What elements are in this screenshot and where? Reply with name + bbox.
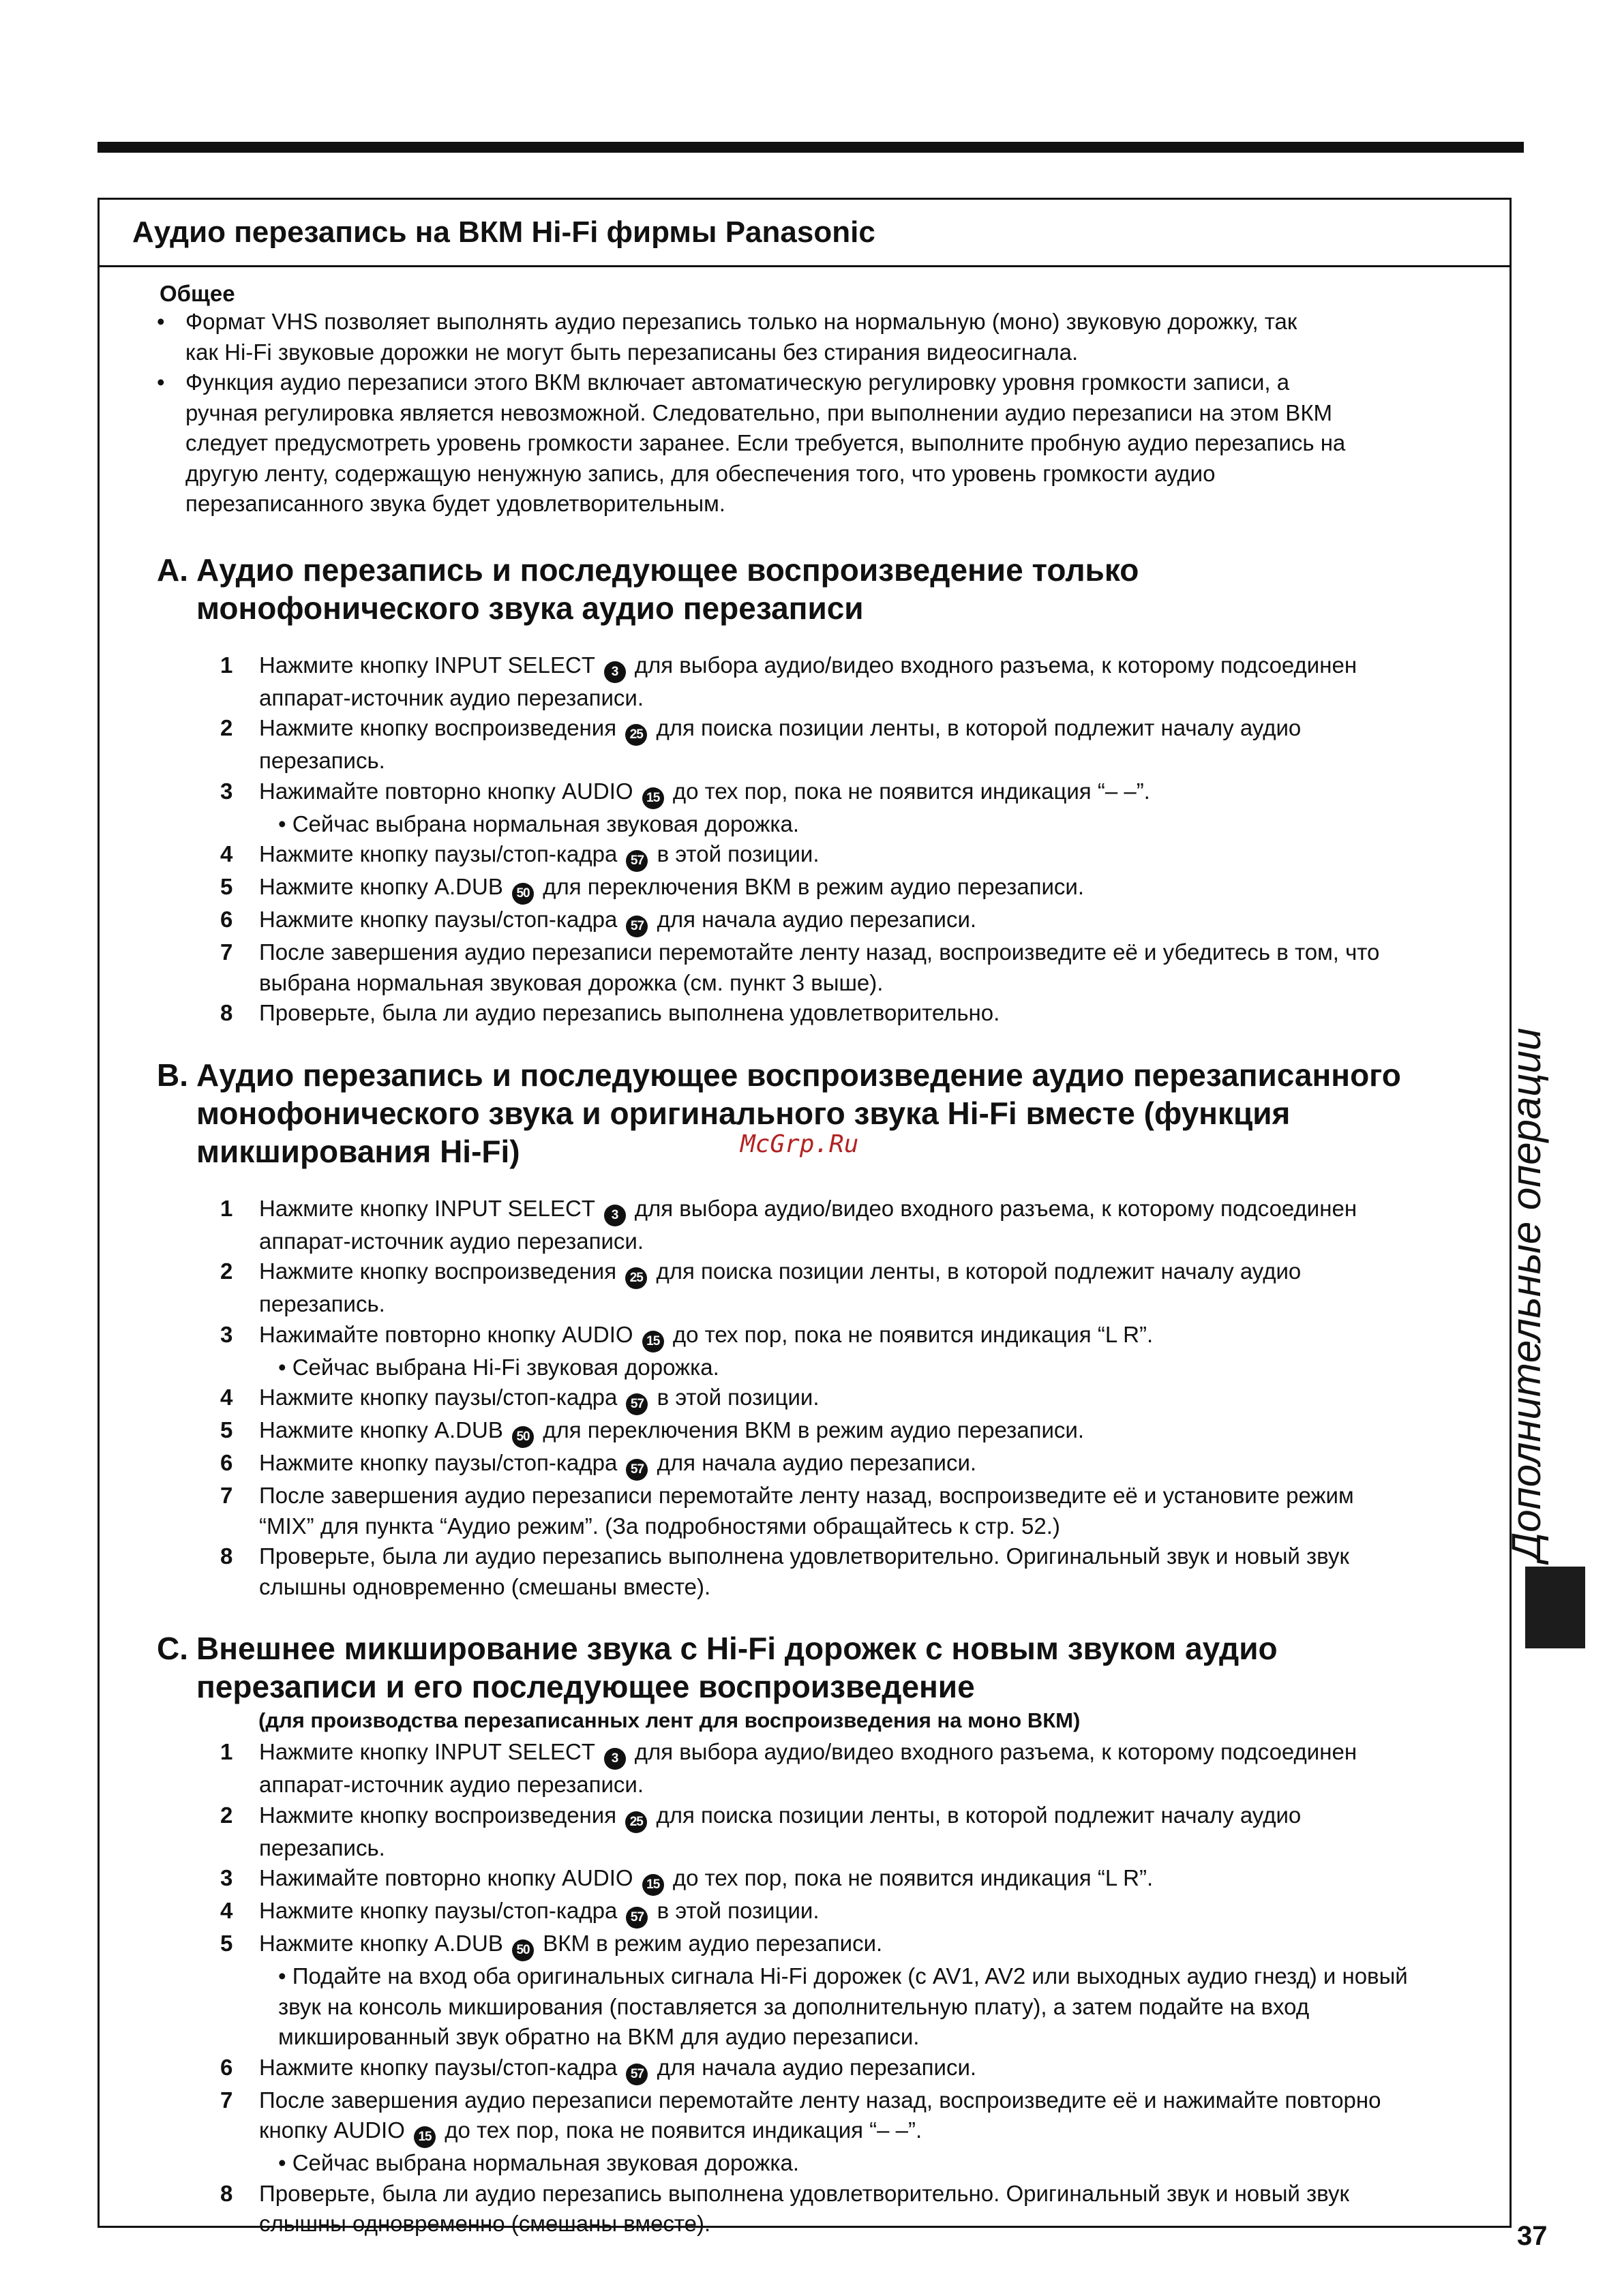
step-text: Нажмите кнопку A.DUB: [259, 1931, 503, 1956]
bullet-dot: •: [157, 369, 165, 395]
page-title: Аудио перезапись на ВКМ Hi-Fi фирмы Panasonic: [132, 215, 875, 249]
step-number: 8: [220, 1000, 233, 1025]
section-letter: B.: [157, 1057, 188, 1093]
step-number: 1: [220, 1739, 233, 1764]
section-a: [127, 551, 1482, 1029]
step-note: • Подайте на вход оба оригинальных сигнала Hi-Fi дорожек (с AV1, AV2 или выходных аудио гнезд) и новый: [278, 1963, 1408, 1989]
bullet-line: ручная регулировка является невозможной. Следовательно, при выполнении аудио перезаписи на этом ВКМ: [185, 399, 1333, 425]
step-number: 3: [220, 778, 233, 804]
step-continuation: аппарат-источник аудио перезаписи.: [259, 684, 644, 710]
button-ref-icon: 25: [625, 1267, 647, 1289]
step-number: 2: [220, 1258, 233, 1284]
step-number: 8: [220, 1543, 233, 1569]
step-note: • Сейчас выбрана Hi-Fi звуковая дорожка.: [278, 1354, 719, 1380]
step-number: 5: [220, 1417, 233, 1442]
step-text: Нажмите кнопку паузы/стоп-кадра: [259, 841, 618, 866]
step-text: в этой позиции.: [657, 1385, 820, 1410]
bullet-item: [127, 367, 1482, 519]
step-text: Нажмите кнопку INPUT SELECT: [259, 1739, 595, 1764]
step-text: для начала аудио перезаписи.: [657, 1450, 977, 1475]
button-ref-icon: 57: [626, 1459, 648, 1481]
step-text: Нажмите кнопку паузы/стоп-кадра: [259, 1898, 618, 1923]
step-text: Нажмите кнопку A.DUB: [259, 874, 503, 899]
step-continuation: слышны одновременно (смешаны вместе).: [259, 2211, 711, 2236]
step-text: Нажимайте повторно кнопку AUDIO: [259, 1865, 633, 1890]
step-item: [127, 905, 1482, 937]
sections: [127, 551, 1482, 2239]
section-letter: A.: [157, 552, 188, 588]
step-note: звук на консоль микширования (поставляется за дополнительную плату), а затем подайте на вход: [278, 1993, 1310, 2019]
content: [100, 281, 1510, 2239]
step-number: 6: [220, 2054, 233, 2080]
step-continuation: аппарат-источник аудио перезаписи.: [259, 1228, 644, 1254]
button-ref-icon: 15: [642, 1331, 664, 1353]
step-text: Нажмите кнопку A.DUB: [259, 1417, 503, 1442]
button-ref-icon: 25: [625, 1811, 647, 1833]
step-list: [127, 1737, 1482, 2239]
section-title-line: монофонического звука аудио перезаписи: [196, 590, 864, 626]
step-note: • Сейчас выбрана нормальная звуковая дорожка.: [278, 2150, 800, 2175]
step-item: [127, 2053, 1482, 2085]
section-title-line: перезаписи и его последующее воспроизведение: [196, 1669, 975, 1704]
step-continuation: слышны одновременно (смешаны вместе).: [259, 1573, 711, 1599]
button-ref-icon: 57: [626, 2064, 648, 2085]
section-letter: C.: [157, 1631, 188, 1666]
section-title-line: Аудио перезапись и последующее воспроизведение только: [196, 552, 1139, 588]
section-heading: [157, 1629, 1482, 1706]
step-number: 2: [220, 715, 233, 740]
step-item: [127, 1383, 1482, 1415]
step-item: [127, 1320, 1482, 1383]
step-text: Нажмите кнопку паузы/стоп-кадра: [259, 2054, 618, 2080]
box-header: [100, 200, 1510, 267]
step-number: 6: [220, 907, 233, 932]
step-text: до тех пор, пока не появится индикация “– –”.: [672, 778, 1150, 804]
step-text: После завершения аудио перезаписи перемотайте ленту назад, воспроизведите её и установите режим: [259, 1483, 1354, 1508]
bullet-line: перезаписанного звука будет удовлетворительным.: [185, 491, 725, 516]
step-number: 3: [220, 1321, 233, 1347]
step-number: 4: [220, 1385, 233, 1410]
button-ref-icon: 57: [626, 916, 648, 937]
step-text: Проверьте, была ли аудио перезапись выполнена удовлетворительно.: [259, 1000, 1000, 1025]
step-text: После завершения аудио перезаписи перемотайте ленту назад, воспроизведите её и убедитесь в том, что: [259, 939, 1380, 965]
step-text: в этой позиции.: [657, 841, 820, 866]
step-text: После завершения аудио перезаписи перемотайте ленту назад, воспроизведите её и нажимайте повторно: [259, 2087, 1381, 2113]
section-title-line: монофонического звука и оригинального звука Hi-Fi вместе (функция: [196, 1095, 1291, 1131]
step-item: [127, 1481, 1482, 1541]
step-number: 1: [220, 652, 233, 678]
step-text: ВКМ в режим аудио перезаписи.: [543, 1931, 883, 1956]
page-number: 37: [1517, 2221, 1548, 2251]
step-list: [127, 650, 1482, 1029]
step-item: [127, 1800, 1482, 1864]
step-item: [127, 872, 1482, 905]
step-text: для выбора аудио/видео входного разъема, к которому подсоединен: [634, 1195, 1357, 1221]
step-number: 7: [220, 939, 233, 965]
step-continuation: аппарат-источник аудио перезаписи.: [259, 1772, 644, 1797]
top-rule: [97, 142, 1524, 153]
button-ref-icon: 57: [626, 1907, 648, 1929]
bullet-dot: •: [157, 309, 165, 334]
button-ref-icon: 15: [642, 787, 664, 809]
step-item: [127, 776, 1482, 840]
step-continuation: “MIX” для пункта “Аудио режим”. (За подробностями обращайтесь к стр. 52.): [259, 1513, 1060, 1539]
step-text: для выбора аудио/видео входного разъема, к которому подсоединен: [634, 1739, 1357, 1764]
step-number: 2: [220, 1802, 233, 1828]
step-number: 6: [220, 1450, 233, 1475]
button-ref-icon: 3: [604, 1748, 626, 1770]
step-text: для переключения ВКМ в режим аудио перезаписи.: [543, 874, 1085, 899]
button-ref-icon: 50: [512, 883, 534, 905]
button-ref-icon: 57: [626, 850, 648, 872]
step-item: [127, 1194, 1482, 1257]
step-text: для переключения ВКМ в режим аудио перезаписи.: [543, 1417, 1085, 1442]
step-text: Нажимайте повторно кнопку AUDIO: [259, 1321, 633, 1347]
step-item: [127, 713, 1482, 776]
watermark: McGrp.Ru: [740, 1130, 859, 1158]
bullet-line: следует предусмотреть уровень громкости заранее. Если требуется, выполните пробную аудио перезапись на: [185, 430, 1346, 455]
step-continuation: кнопку AUDIO: [259, 2117, 405, 2143]
step-item: [127, 937, 1482, 998]
step-text: Проверьте, была ли аудио перезапись выполнена удовлетворительно. Оригинальный звук и новый звук: [259, 2180, 1349, 2206]
bullet-line: Формат VHS позволяет выполнять аудио перезапись только на нормальную (моно) звуковую дорожку, так: [185, 309, 1297, 334]
step-continuation: выбрана нормальная звуковая дорожка (см. пункт 3 выше).: [259, 969, 884, 995]
step-text: до тех пор, пока не появится индикация “L R”.: [672, 1865, 1154, 1890]
button-ref-icon: 15: [642, 1874, 664, 1896]
button-ref-icon: 3: [604, 1205, 626, 1226]
button-ref-icon: 3: [604, 661, 626, 683]
section-title-line: Внешнее микширование звука с Hi-Fi дорожек с новым звуком аудио: [196, 1631, 1278, 1666]
step-note: микшированный звук обратно на ВКМ для аудио перезаписи.: [278, 2024, 920, 2049]
step-number: 8: [220, 2180, 233, 2206]
step-item: [127, 1863, 1482, 1896]
bullet-line: Функция аудио перезаписи этого ВКМ включает автоматическую регулировку уровня громкости записи, а: [185, 369, 1290, 395]
step-item: [127, 839, 1482, 872]
step-text: до тех пор, пока не появится индикация “L R”.: [672, 1321, 1154, 1347]
step-number: 5: [220, 874, 233, 899]
step-number: 4: [220, 1898, 233, 1923]
step-item: [127, 2179, 1482, 2239]
step-text: Нажмите кнопку паузы/стоп-кадра: [259, 907, 618, 932]
button-ref-icon: 25: [625, 724, 647, 746]
step-number: 5: [220, 1931, 233, 1956]
section-title-line: Аудио перезапись и последующее воспроизведение аудио перезаписанного: [196, 1057, 1401, 1093]
step-number: 7: [220, 1483, 233, 1508]
step-list: [127, 1194, 1482, 1603]
step-text: Нажмите кнопку паузы/стоп-кадра: [259, 1450, 618, 1475]
side-tab-block: [1525, 1567, 1585, 1648]
step-text: Нажмите кнопку воспроизведения: [259, 1802, 617, 1828]
section-heading: [157, 551, 1482, 627]
step-continuation: перезапись.: [259, 1834, 385, 1860]
step-text: для начала аудио перезаписи.: [657, 907, 977, 932]
step-text: Нажмите кнопку INPUT SELECT: [259, 1195, 595, 1221]
general-bullets: [127, 307, 1482, 519]
step-note: • Сейчас выбрана нормальная звуковая дорожка.: [278, 811, 800, 836]
step-text: Нажимайте повторно кнопку AUDIO: [259, 778, 633, 804]
bullet-line: как Hi-Fi звуковые дорожки не могут быть перезаписаны без стирания видеосигнала.: [185, 339, 1079, 365]
step-item: [127, 1929, 1482, 2053]
step-item: [127, 1448, 1482, 1481]
step-number: 4: [220, 841, 233, 866]
step-text: в этой позиции.: [657, 1898, 820, 1923]
button-ref-icon: 50: [512, 1426, 534, 1448]
bullet-item: [127, 307, 1482, 367]
step-number: 3: [220, 1865, 233, 1890]
step-number: 1: [220, 1195, 233, 1221]
section-subtitle: (для производства перезаписанных лент для воспроизведения на моно ВКМ): [258, 1708, 1081, 1732]
section-title-line: микширования Hi-Fi): [196, 1133, 520, 1169]
step-continuation: до тех пор, пока не появится индикация “– –”.: [445, 2117, 922, 2143]
step-item: [127, 1896, 1482, 1929]
step-text: Нажмите кнопку паузы/стоп-кадра: [259, 1385, 618, 1410]
step-text: для поиска позиции ленты, в которой подлежит началу аудио: [656, 1258, 1302, 1284]
bullet-line: другую ленту, содержащую ненужную запись, для обеспечения того, что уровень громкости аудио: [185, 460, 1216, 486]
step-item: [127, 998, 1482, 1029]
content-box: [97, 198, 1512, 2236]
step-text: для выбора аудио/видео входного разъема, к которому подсоединен: [634, 652, 1357, 678]
step-item: [127, 1256, 1482, 1320]
step-continuation: перезапись.: [259, 1291, 385, 1316]
step-text: Нажмите кнопку воспроизведения: [259, 715, 617, 740]
step-text: для поиска позиции ленты, в которой подлежит началу аудио: [656, 715, 1302, 740]
general-heading: Общее: [160, 281, 235, 306]
side-tab-label: Дополнительные операции: [1503, 1027, 1549, 1561]
step-text: Нажмите кнопку воспроизведения: [259, 1258, 617, 1284]
section-c: [127, 1629, 1482, 2239]
step-item: [127, 650, 1482, 714]
step-item: [127, 1737, 1482, 1800]
step-number: 7: [220, 2087, 233, 2113]
button-ref-icon: 57: [626, 1393, 648, 1415]
step-item: [127, 1415, 1482, 1448]
step-text: для начала аудио перезаписи.: [657, 2054, 977, 2080]
step-text: для поиска позиции ленты, в которой подлежит началу аудио: [656, 1802, 1302, 1828]
step-item: [127, 2085, 1482, 2179]
step-text: Нажмите кнопку INPUT SELECT: [259, 652, 595, 678]
step-continuation: перезапись.: [259, 748, 385, 773]
button-ref-icon: 50: [512, 1939, 534, 1961]
button-ref-icon: 15: [414, 2126, 436, 2148]
step-text: Проверьте, была ли аудио перезапись выполнена удовлетворительно. Оригинальный звук и новый звук: [259, 1543, 1349, 1569]
step-item: [127, 1541, 1482, 1602]
